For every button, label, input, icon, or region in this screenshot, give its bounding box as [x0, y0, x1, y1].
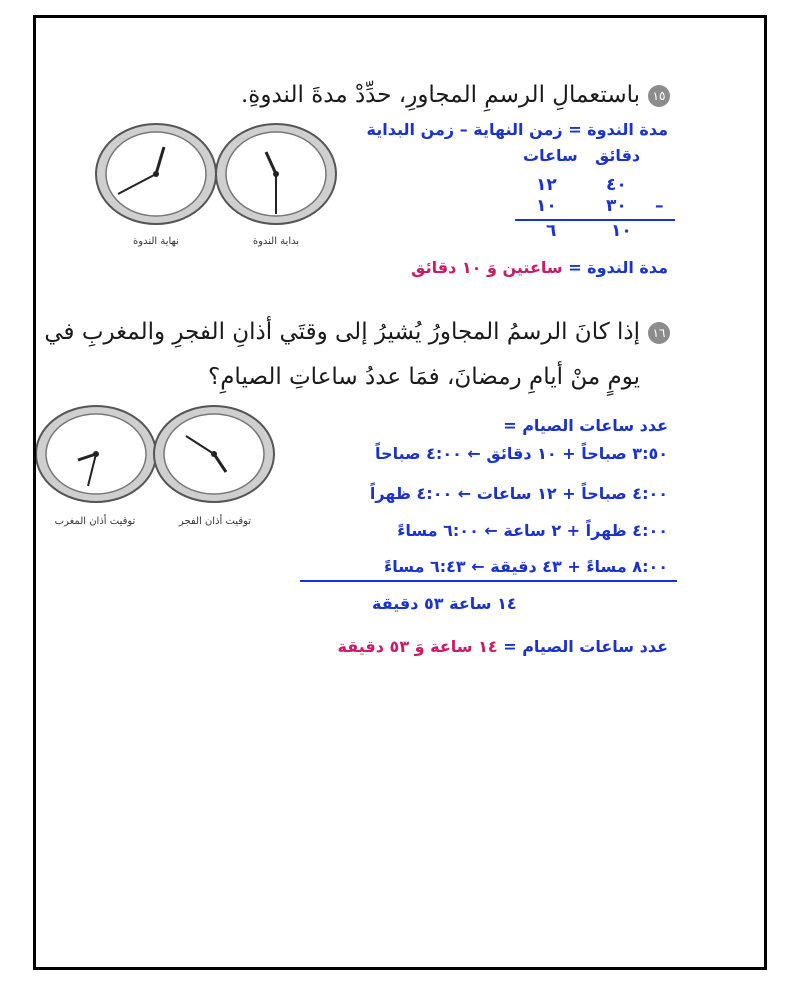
q15-text	[241, 82, 670, 108]
clock-fajr-icon	[154, 406, 274, 502]
q15-clock-start-caption: بداية الندوة	[252, 236, 300, 247]
q15-row2-hours: ١٠	[536, 196, 557, 216]
q15-question: باستعمالِ الرسمِ المجاورِ، حدِّدْ مدةَ الندوةِ.	[241, 82, 640, 108]
q16-line3: ٤:٠٠ ظهراً + ٢ ساعة ← ٦:٠٠ مساءً	[397, 521, 668, 540]
q15-number-badge: ١٥	[648, 85, 670, 107]
q15-formula: مدة الندوة = زمن النهاية – زمن البداية	[366, 120, 668, 139]
q15-subtraction-line	[515, 219, 675, 221]
q16-number-badge: ١٦	[648, 322, 670, 344]
q15-answer-label: مدة الندوة =	[562, 258, 668, 277]
q16-sum-line	[300, 580, 677, 582]
q16-line2: ٤:٠٠ صباحاً + ١٢ ساعات ← ٤:٠٠ ظهراً	[369, 484, 668, 503]
q15-result-minutes: ١٠	[611, 221, 632, 241]
q15-clocks	[94, 122, 339, 237]
q16-clock-fajr-caption: توقيت أذان الفجر	[178, 516, 252, 527]
q15-clock-end-caption: نهاية الندوة	[133, 236, 179, 247]
q16-line1: ٣:٥٠ صباحاً + ١٠ دقائق ← ٤:٠٠ صباحاً	[375, 444, 668, 463]
q15-col-hours: ساعات	[523, 146, 578, 165]
q16-clocks	[36, 404, 276, 509]
clock-maghrib-icon	[36, 406, 156, 502]
q15-row1-minutes: ٤٠	[606, 175, 627, 195]
q15-row1-hours: ١٢	[536, 175, 557, 195]
q15-minus-sign: –	[655, 196, 664, 216]
q16-text-line1	[44, 319, 670, 345]
q16-line4: ٨:٠٠ مساءً + ٤٣ دقيقة ← ٦:٤٣ مساءً	[384, 557, 668, 576]
q16-answer-label: عدد ساعات الصيام =	[497, 637, 668, 656]
q16-question-line2: يومٍ منْ أيامِ رمضانَ، فمَا عددُ ساعاتِ الصيامِ؟	[207, 364, 640, 390]
q16-question-line1: إذا كانَ الرسمُ المجاورُ يُشيرُ إلى وقتَي أذانِ الفجرِ والمغربِ في	[44, 319, 640, 345]
q16-answer	[338, 637, 668, 656]
q15-answer-value: ساعتين وَ ١٠ دقائق	[411, 258, 563, 277]
q15-answer	[411, 258, 668, 277]
q16-heading: عدد ساعات الصيام =	[503, 416, 668, 435]
q15-col-minutes: دقائق	[595, 146, 641, 165]
clock-start-icon	[216, 124, 336, 224]
q15-result-hours: ٦	[546, 221, 557, 241]
q16-clock-maghrib-caption: توقيت أذان المغرب	[54, 516, 136, 527]
clock-end-icon	[96, 124, 216, 224]
q16-answer-value: ١٤ ساعة وَ ٥٣ دقيقة	[337, 637, 498, 656]
q15-row2-minutes: ٣٠	[606, 196, 627, 216]
q16-total: ١٤ ساعة ٥٣ دقيقة	[372, 594, 517, 613]
